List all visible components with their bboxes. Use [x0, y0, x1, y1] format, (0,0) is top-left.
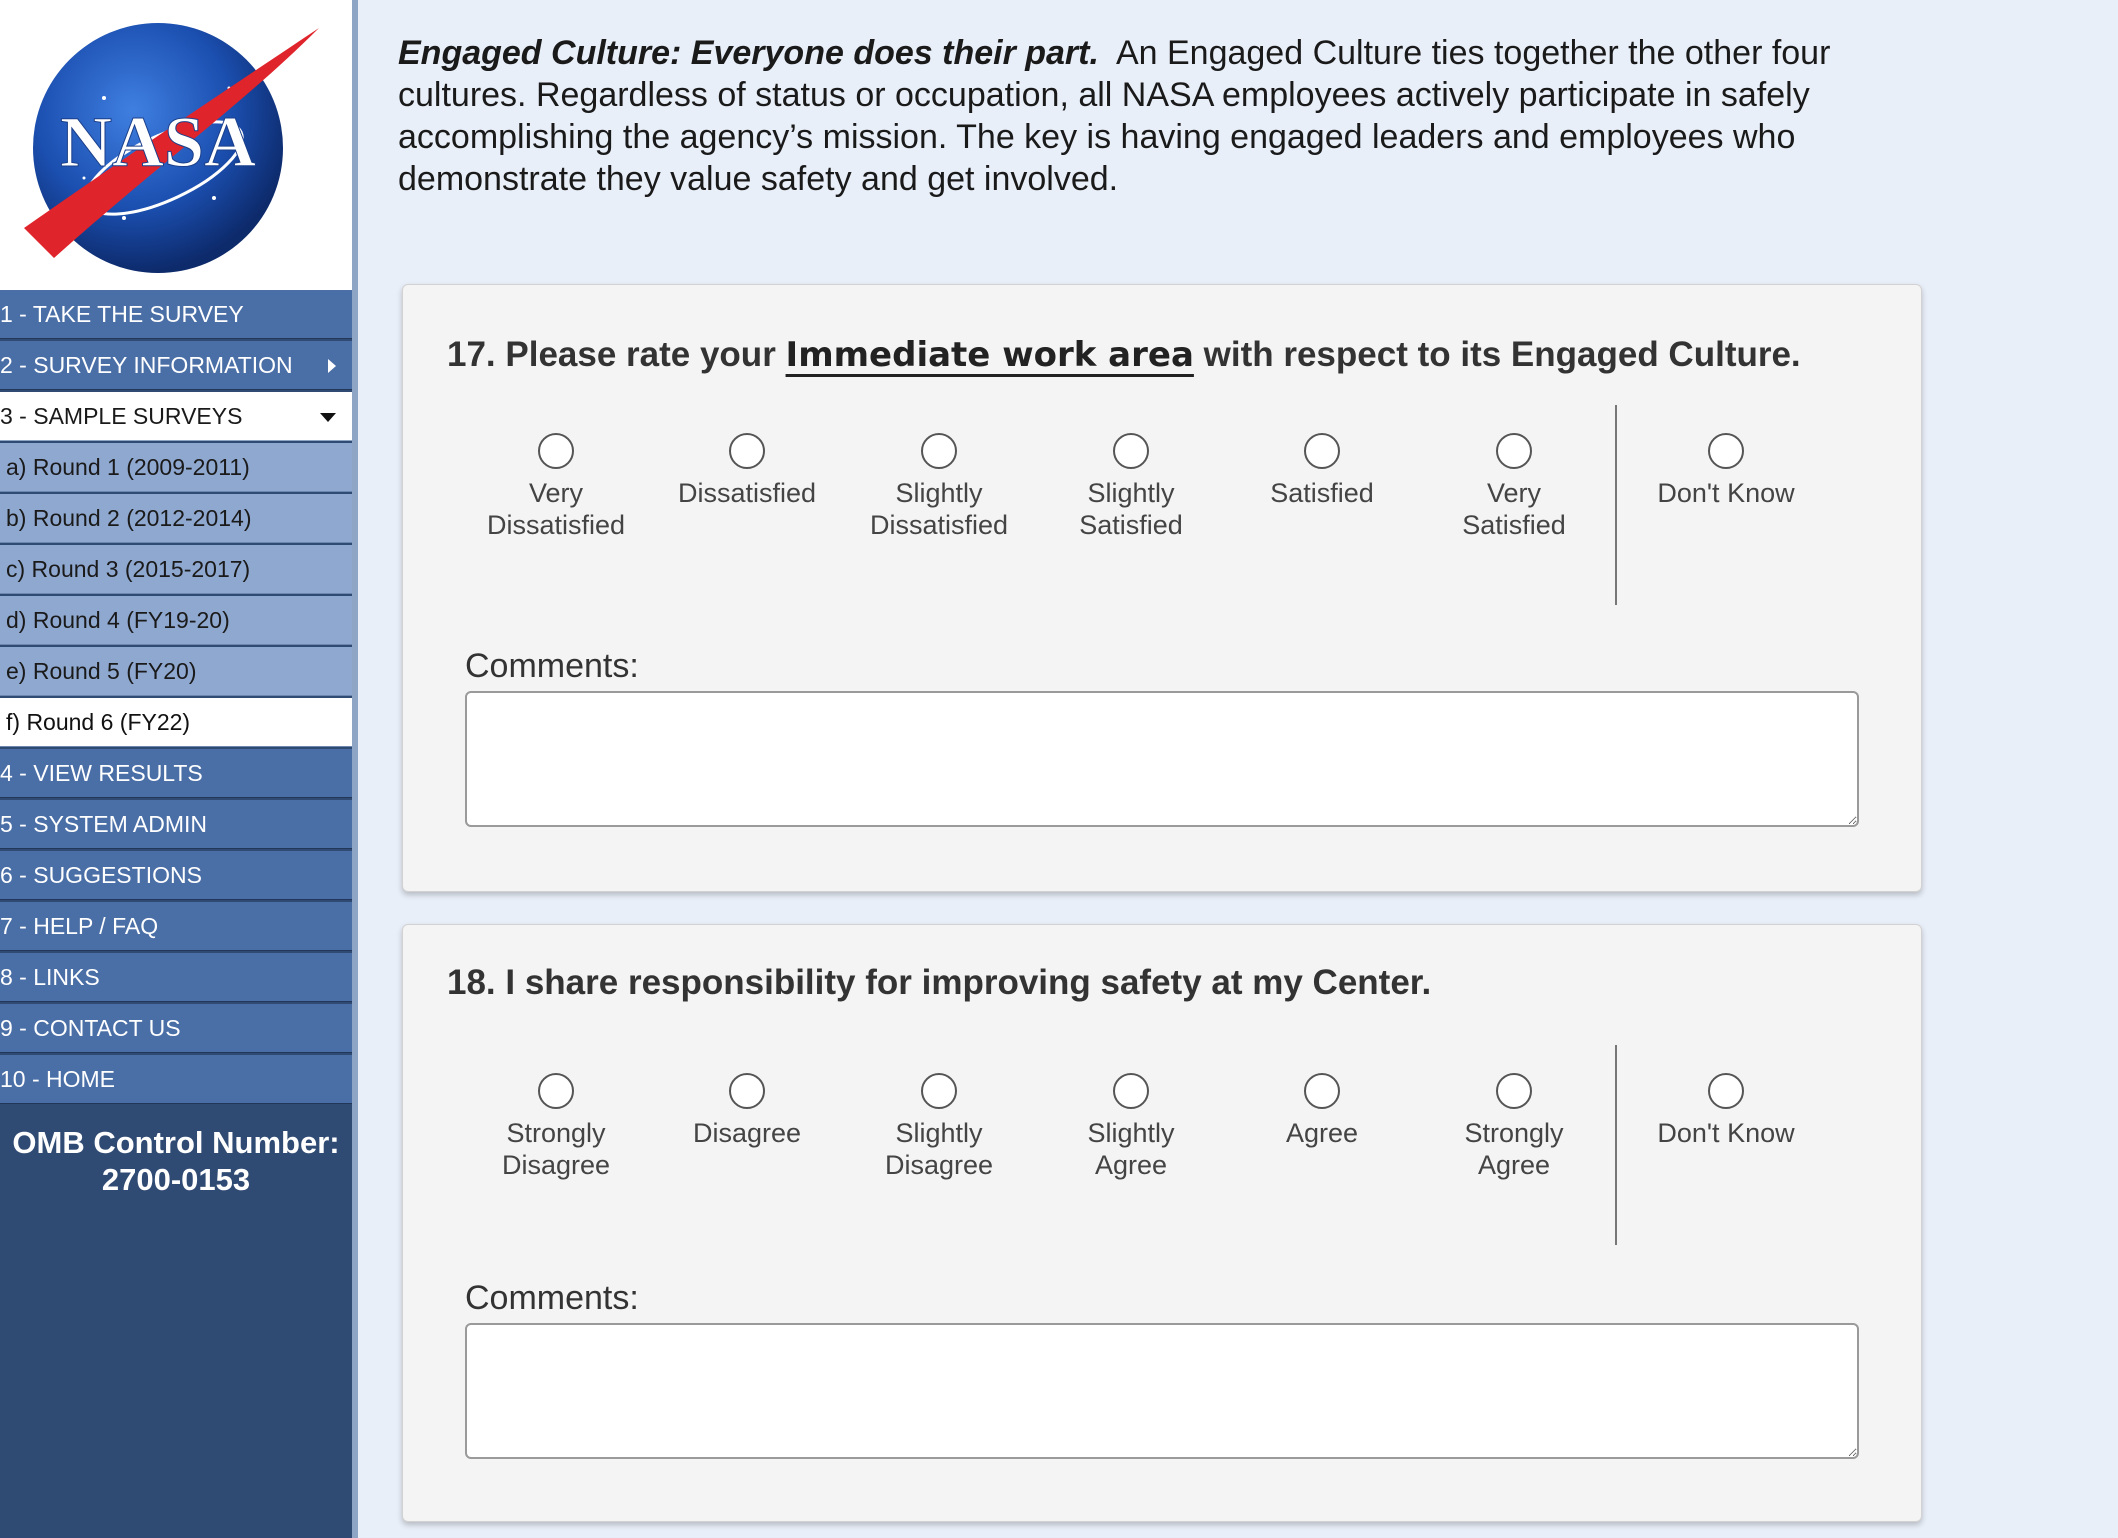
nasa-logo-icon[interactable]	[14, 8, 324, 283]
radio-button[interactable]	[1113, 1073, 1149, 1109]
question-card-18	[402, 924, 1922, 1522]
nav-contact-us[interactable]: 9 - CONTACT US	[0, 1004, 352, 1053]
nav-sample-surveys[interactable]: 3 - SAMPLE SURVEYS	[0, 392, 352, 441]
radio-button[interactable]	[1708, 1073, 1744, 1109]
option-dissatisfied[interactable]: Dissatisfied	[652, 405, 842, 509]
comments-textarea[interactable]	[465, 1323, 1859, 1459]
options-divider	[1615, 405, 1617, 605]
sidebar	[0, 0, 358, 1538]
comments-label: Comments:	[465, 1279, 639, 1317]
nav-suggestions[interactable]: 6 - SUGGESTIONS	[0, 851, 352, 900]
comments-textarea[interactable]	[465, 691, 1859, 827]
option-slightly-dissatisfied[interactable]: Slightly Dissatisfied	[844, 405, 1034, 541]
nav-round-4[interactable]: d) Round 4 (FY19-20)	[0, 596, 352, 645]
logo-text: NASA	[59, 102, 257, 182]
nav-round-3[interactable]: c) Round 3 (2015-2017)	[0, 545, 352, 594]
option-dont-know[interactable]: Don't Know	[1631, 1045, 1821, 1149]
question-emphasis: Immediate work area	[785, 335, 1194, 375]
option-very-satisfied[interactable]: Very Satisfied	[1419, 405, 1609, 541]
radio-button[interactable]	[1708, 433, 1744, 469]
option-slightly-satisfied[interactable]: Slightly Satisfied	[1036, 405, 1226, 541]
options-divider	[1615, 1045, 1617, 1245]
option-very-dissatisfied[interactable]: Very Dissatisfied	[461, 405, 651, 541]
radio-button[interactable]	[921, 1073, 957, 1109]
caret-down-icon	[320, 413, 336, 422]
omb-number: 2700-0153	[101, 1162, 251, 1197]
radio-button[interactable]	[538, 433, 574, 469]
option-slightly-agree[interactable]: Slightly Agree	[1036, 1045, 1226, 1181]
option-strongly-agree[interactable]: Strongly Agree	[1419, 1045, 1609, 1181]
question-title: 17. Please rate your Immediate work area with respect to its Engaged Culture.	[447, 335, 1801, 375]
nav-system-admin[interactable]: 5 - SYSTEM ADMIN	[0, 800, 352, 849]
omb-label: OMB Control Number:	[12, 1125, 340, 1160]
radio-button[interactable]	[1496, 433, 1532, 469]
option-strongly-disagree[interactable]: Strongly Disagree	[461, 1045, 651, 1181]
radio-button[interactable]	[1496, 1073, 1532, 1109]
nav-survey-information[interactable]: 2 - SURVEY INFORMATION	[0, 341, 352, 390]
nav-links[interactable]: 8 - LINKS	[0, 953, 352, 1002]
question-title: 18. I share responsibility for improving safety at my Center.	[447, 963, 1432, 1002]
radio-button[interactable]	[729, 433, 765, 469]
option-disagree[interactable]: Disagree	[652, 1045, 842, 1149]
sidebar-nav	[0, 290, 352, 1106]
omb-control-number	[0, 1124, 352, 1198]
nav-round-1[interactable]: a) Round 1 (2009-2011)	[0, 443, 352, 492]
intro-paragraph	[398, 32, 1958, 200]
radio-button[interactable]	[921, 433, 957, 469]
radio-button[interactable]	[729, 1073, 765, 1109]
logo-area	[0, 0, 352, 292]
nav-round-5[interactable]: e) Round 5 (FY20)	[0, 647, 352, 696]
caret-right-icon	[328, 359, 336, 373]
intro-body: An Engaged Culture ties together the other four cultures. Regardless of status or occupation, all NASA employees actively participate in safely accomplishing the agency’s mission. The key is having engaged leaders and employees who demonstrate they value safety and get involved.	[398, 34, 1831, 198]
radio-button[interactable]	[1113, 433, 1149, 469]
nav-view-results[interactable]: 4 - VIEW RESULTS	[0, 749, 352, 798]
nav-home[interactable]: 10 - HOME	[0, 1055, 352, 1104]
intro-lead: Engaged Culture: Everyone does their part.	[398, 34, 1099, 72]
radio-button[interactable]	[1304, 1073, 1340, 1109]
answer-options	[403, 405, 1921, 605]
nav-round-6[interactable]: f) Round 6 (FY22)	[0, 698, 352, 747]
nav-take-the-survey[interactable]: 1 - TAKE THE SURVEY	[0, 290, 352, 339]
comments-label: Comments:	[465, 647, 639, 685]
nav-help-faq[interactable]: 7 - HELP / FAQ	[0, 902, 352, 951]
radio-button[interactable]	[1304, 433, 1340, 469]
option-agree[interactable]: Agree	[1227, 1045, 1417, 1149]
question-card-17	[402, 284, 1922, 892]
nav-round-2[interactable]: b) Round 2 (2012-2014)	[0, 494, 352, 543]
answer-options	[403, 1045, 1921, 1245]
option-satisfied[interactable]: Satisfied	[1227, 405, 1417, 509]
option-slightly-disagree[interactable]: Slightly Disagree	[844, 1045, 1034, 1181]
radio-button[interactable]	[538, 1073, 574, 1109]
option-dont-know[interactable]: Don't Know	[1631, 405, 1821, 509]
